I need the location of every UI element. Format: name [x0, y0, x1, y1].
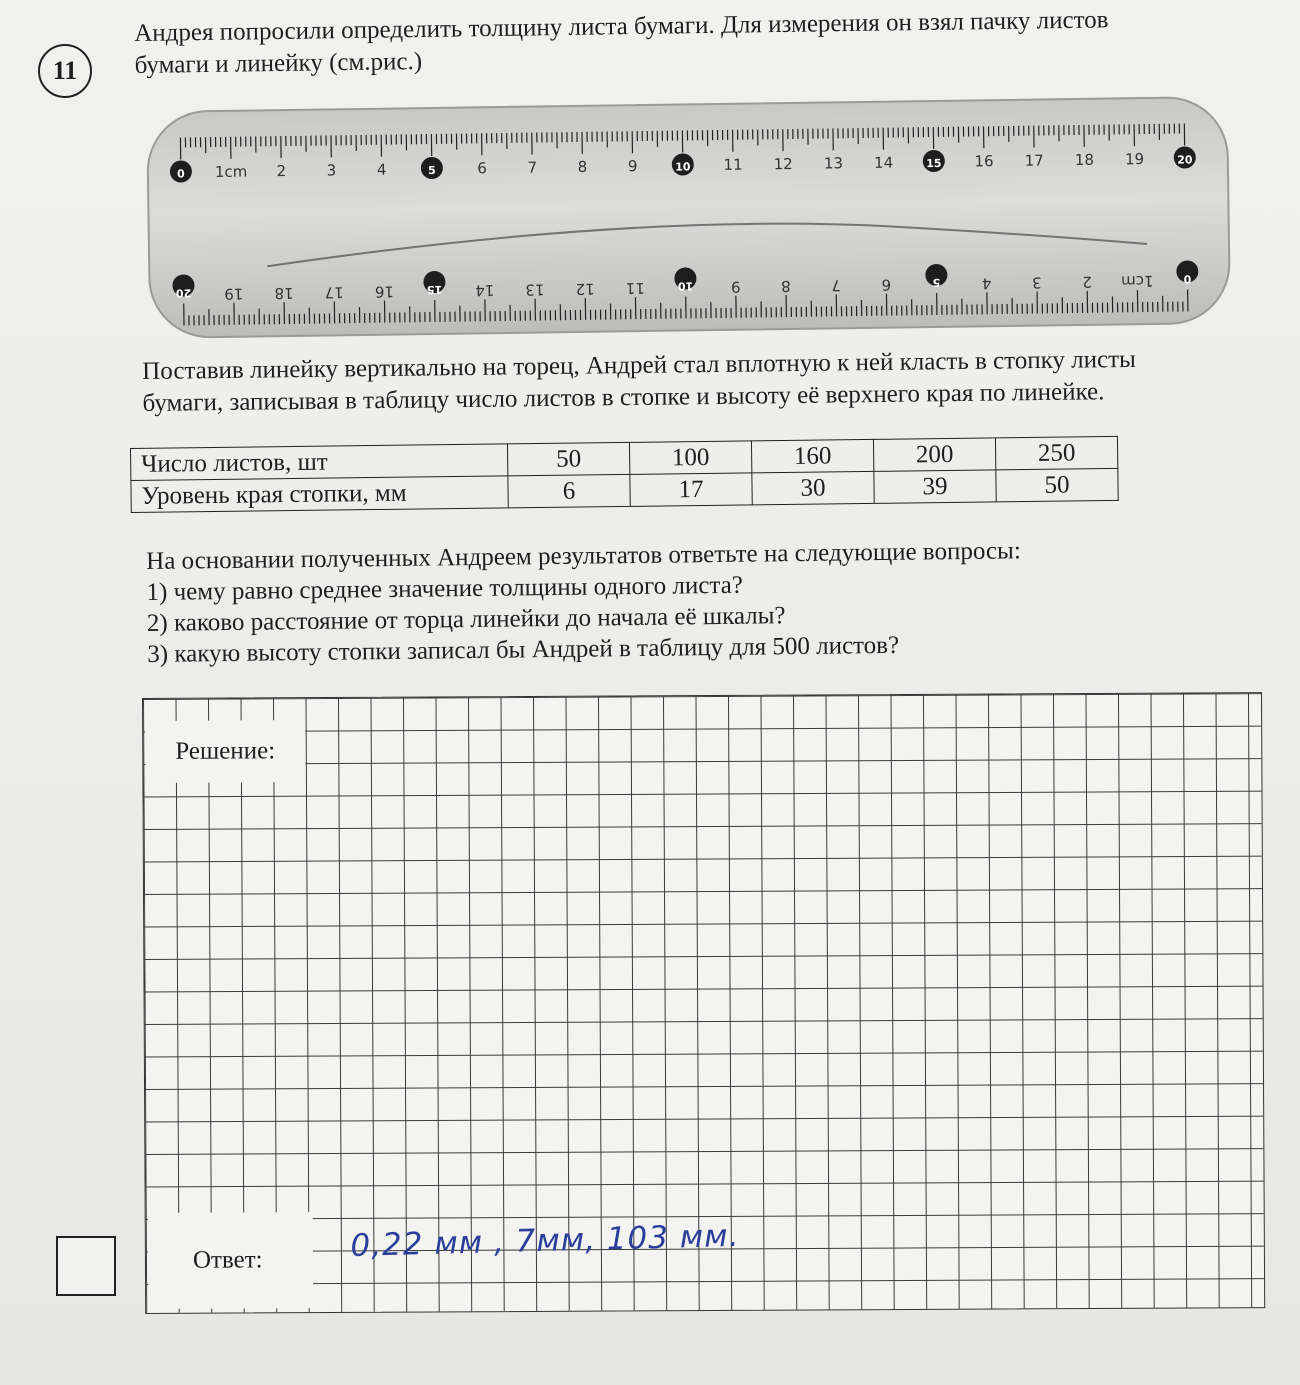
ruler-top-label: 16: [974, 152, 994, 171]
task-number-badge: 11: [38, 44, 92, 98]
ruler-top-label: 2: [276, 162, 287, 181]
ruler-bottom-label: 8: [781, 277, 791, 296]
intro-line: Андрея попросили определить толщину листа бумаги. Для измерения он взял пачку листов: [134, 6, 1109, 47]
ruler-bottom-label: 6: [881, 275, 892, 294]
table-cell: 6: [508, 474, 630, 507]
ruler-bottom-label: 7: [831, 276, 842, 295]
question-line: 3) какую высоту стопки записал бы Андрей в таблицу для 500 листов?: [147, 631, 900, 668]
ruler-top-label: 7: [527, 158, 538, 177]
task-intro: [134, 4, 1109, 82]
table-cell: 39: [874, 470, 996, 503]
measurements-table: [130, 436, 1119, 513]
ruler-bottom-label: 10: [677, 279, 694, 293]
ruler-top-label: 20: [1177, 153, 1193, 167]
ruler-top-label: 9: [627, 157, 638, 176]
ruler-top-label: 17: [1024, 151, 1044, 170]
handwritten-answer: 0,22 мм , 7мм, 103 мм.: [350, 1217, 740, 1264]
solution-label: Решение:: [145, 720, 305, 783]
ruler-bottom-label: 14: [475, 281, 495, 300]
table-cell: 160: [751, 439, 873, 472]
ruler-top-label: 8: [577, 157, 588, 176]
question-line: 2) каково расстояние от торца линейки до начала её шкалы?: [146, 602, 786, 637]
task-paragraph: [142, 344, 1136, 420]
ruler-bottom-label: 17: [324, 283, 344, 302]
ruler-top-label: 5: [427, 163, 436, 178]
table-cell: 200: [873, 438, 995, 471]
ruler-top-label: 14: [873, 153, 894, 172]
ruler-bottom-label: 20: [175, 286, 192, 300]
ruler-bottom-label: 11: [625, 279, 646, 298]
table-cell: 17: [630, 473, 752, 506]
ruler-bottom-label: 2: [1082, 272, 1093, 291]
ruler-bottom-label: 15: [426, 282, 443, 297]
ruler-top-label: 1cm: [214, 162, 248, 182]
table-cell: 250: [995, 436, 1117, 469]
paragraph-line: Поставив линейку вертикально на торец, Андрей стал вплотную к ней класть в стопку листы: [142, 345, 1137, 385]
ruler-top-label: 10: [675, 160, 691, 174]
row-header-sheets: Число листов, шт: [131, 444, 508, 481]
ruler-bottom-label: 1cm: [1120, 271, 1154, 291]
ruler-top-label: 12: [773, 154, 793, 174]
ruler-top-label: 13: [823, 154, 844, 173]
ruler-top-label: 19: [1124, 150, 1145, 169]
table-cell: 100: [629, 441, 751, 474]
ruler-top-label: 3: [326, 161, 337, 180]
ruler-top-label: 0: [177, 167, 185, 181]
ruler-body: [147, 97, 1230, 338]
ruler-bottom-label: 12: [575, 279, 595, 299]
table-cell: 30: [752, 471, 874, 504]
task-questions: [146, 535, 1022, 670]
ruler-bottom-label: 16: [374, 282, 395, 301]
ruler-bottom-label: 0: [1183, 272, 1192, 286]
ruler-top-label: 11: [723, 155, 743, 174]
ruler-top-label: 6: [477, 159, 487, 178]
ruler-bottom-label: 3: [1032, 273, 1042, 292]
table-cell: 50: [996, 468, 1118, 501]
ruler-bottom-label: 13: [525, 280, 545, 299]
ruler-bottom-label: 4: [981, 274, 992, 293]
ruler-bottom-label: 19: [224, 284, 244, 303]
ruler-bottom-label: 18: [274, 283, 294, 303]
ruler-top-label: 4: [376, 160, 387, 179]
ruler-bottom-label: 9: [730, 277, 741, 296]
ruler-top-label: 18: [1074, 150, 1095, 170]
answer-label: Ответ:: [148, 1212, 314, 1309]
question-line: 1) чему равно среднее значение толщины одного листа?: [146, 571, 744, 606]
ruler-bottom-label: 5: [932, 275, 941, 290]
row-header-level: Уровень края стопки, мм: [131, 476, 508, 513]
table-cell: 50: [507, 442, 629, 475]
paragraph-line: бумаги, записывая в таблицу число листов в стопке и высоту её верхнего края по линейке.: [142, 378, 1105, 417]
question-line: На основании полученных Андреем результатов ответьте на следующие вопросы:: [146, 537, 1021, 575]
intro-line: бумаги и линейку (см.рис.): [134, 47, 423, 79]
score-box[interactable]: [56, 1236, 116, 1296]
ruler-top-label: 15: [926, 156, 942, 171]
ruler-figure: [145, 93, 1233, 343]
